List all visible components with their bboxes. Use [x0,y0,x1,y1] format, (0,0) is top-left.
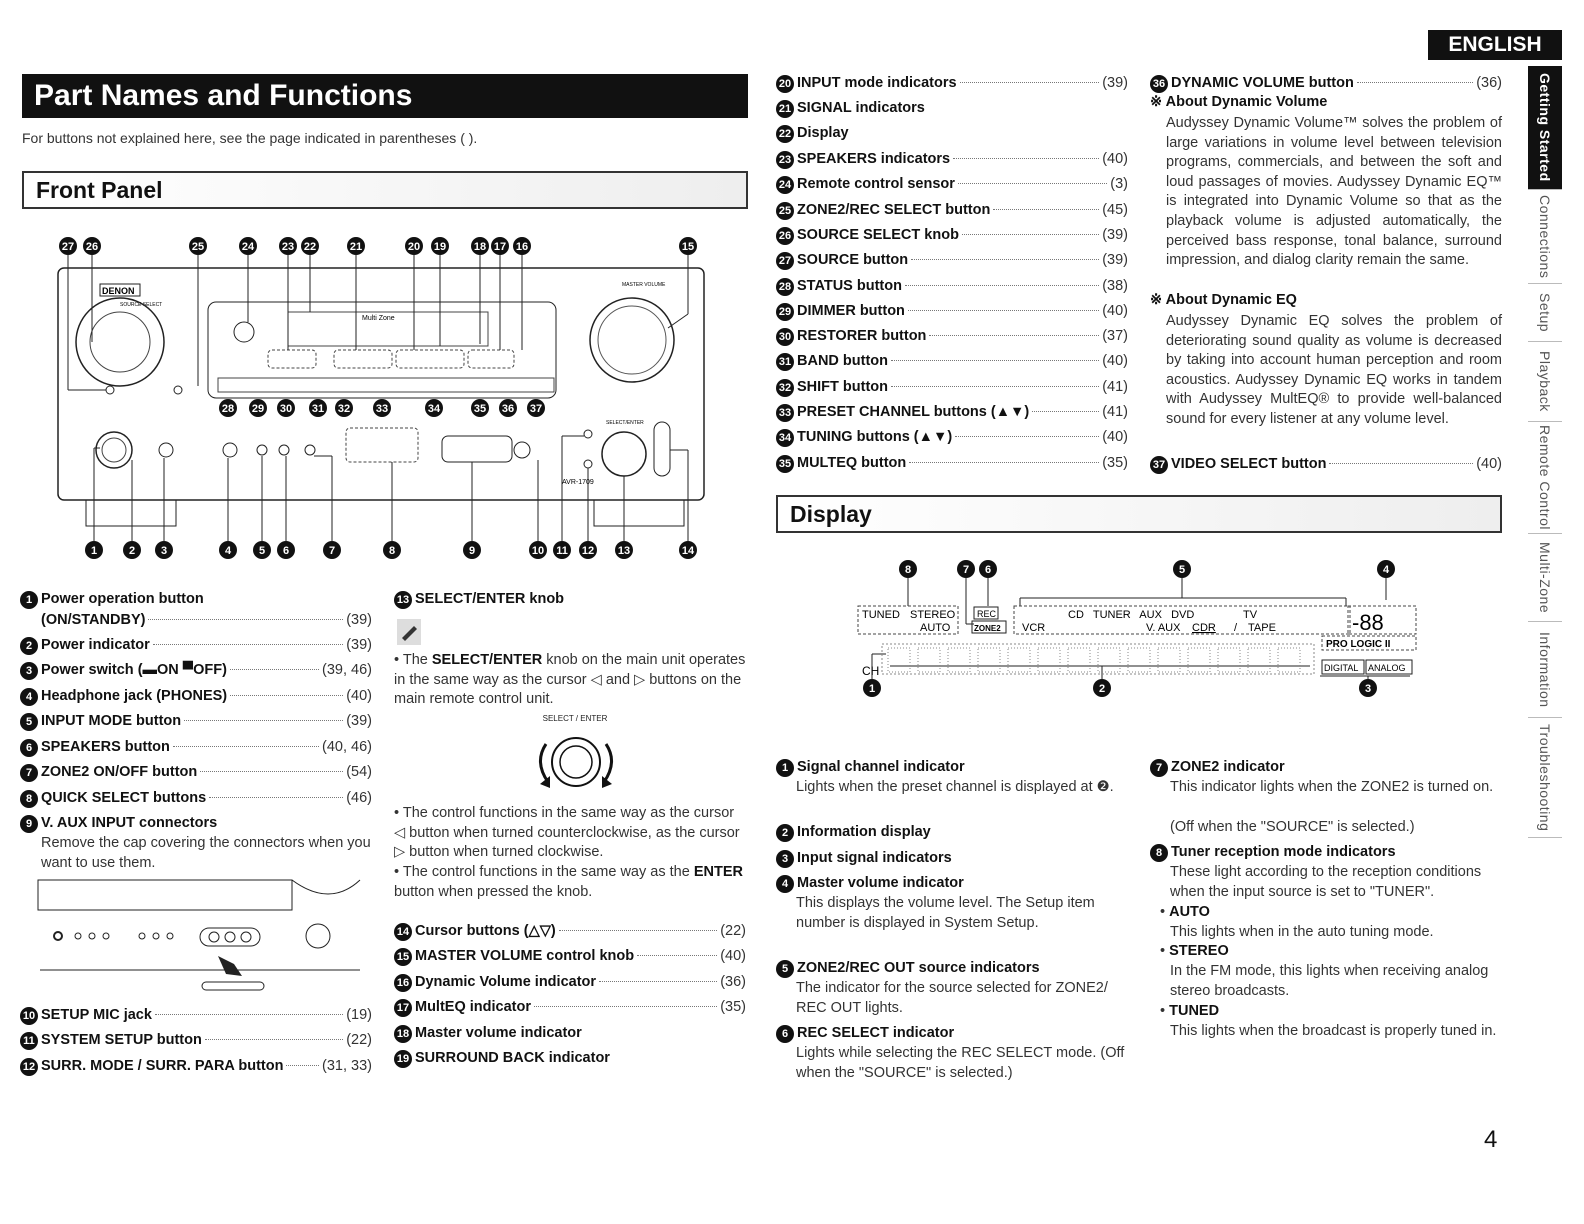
vaux-description: Remove the cap covering the connectors when you want to use them. [41,835,371,871]
svg-text:TAPE: TAPE [1248,622,1276,634]
item-31: 31 BAND button (40) [776,352,1128,371]
section-tab-playback[interactable]: Playback [1528,342,1562,422]
display-item-3: 3 Input signal indicators [776,849,1128,868]
svg-text:STEREO: STEREO [910,609,956,621]
display-character-cell [1038,648,1060,672]
svg-text:25: 25 [191,241,205,253]
svg-text:AUTO: AUTO [920,622,951,634]
svg-text:1: 1 [90,545,98,557]
display-character-cell [1068,648,1090,672]
front-panel-heading: Front Panel [22,171,748,209]
svg-text:16: 16 [515,241,529,253]
item-23: 23 SPEAKERS indicators (40) [776,150,1128,169]
item-10: 10 SETUP MIC jack (19) [20,1006,372,1025]
svg-text:8: 8 [388,545,396,557]
svg-text:19: 19 [433,241,447,253]
svg-text:34: 34 [427,403,441,415]
svg-text:CH: CH [862,664,880,678]
item-2: 2 Power indicator (39) [20,636,372,655]
item-15: 15 MASTER VOLUME control knob (40) [394,947,746,966]
svg-text:SELECT/ENTER: SELECT/ENTER [606,420,644,426]
display-character-cell [1158,648,1180,672]
svg-text:14: 14 [681,545,695,557]
svg-text:AVR-1709: AVR-1709 [562,479,594,486]
svg-text:2: 2 [1098,683,1106,695]
svg-text:21: 21 [349,241,363,253]
display-item-1-desc: Lights when the preset channel is displayed at ❷. [796,779,1114,795]
svg-text:Multi Zone: Multi Zone [362,315,395,322]
vaux-illustration [30,878,366,994]
svg-text:7: 7 [962,564,970,576]
svg-text:PRO LOGIC II: PRO LOGIC II [1326,639,1391,650]
select-enter-bullet-3: • The control functions in the same way as the ENTER button when pressed the knob. [394,864,743,900]
about-dynamic-volume-title: ※ About Dynamic Volume [1150,94,1328,110]
item-1: 1 Power operation button [20,590,372,609]
section-tab-connections[interactable]: Connections [1528,190,1562,284]
svg-text:V. AUX: V. AUX [1146,622,1181,634]
svg-text:REC: REC [977,609,997,619]
svg-text:35: 35 [473,403,487,415]
svg-text:8: 8 [904,564,912,576]
item-32: 32 SHIFT button (41) [776,378,1128,397]
display-character-cell [1098,648,1120,672]
knob-caption: SELECT / ENTER [542,714,608,723]
item-13: 13 SELECT/ENTER knob [394,590,746,609]
about-dynamic-eq-title: ※ About Dynamic EQ [1150,292,1297,308]
item-20: 20 INPUT mode indicators (39) [776,74,1128,93]
svg-text:36: 36 [501,403,515,415]
item-16: 16 Dynamic Volume indicator (36) [394,973,746,992]
item-21: 21 SIGNAL indicators [776,99,1128,118]
section-tab-setup[interactable]: Setup [1528,284,1562,342]
about-dynamic-volume-text: Audyssey Dynamic Volume™ solves the problem of large variations in volume level between television programs, commercials, and between the soft and loud passages of movies. Audyssey Dynamic EQ™ is integrated into Dynamic Volume so that as the playback volume is adjusted automatically, the perceived bass response, tonal balance, surround impression, and dialog clarity remain the same. [1166,115,1502,269]
language-tab: ENGLISH [1428,30,1562,60]
svg-text:9: 9 [468,545,476,557]
item-14: 14 Cursor buttons (△▽) (22) [394,922,746,941]
mode-auto-desc: This lights when in the auto tuning mode. [1170,924,1434,940]
display-item-4: 4 Master volume indicator [776,874,1128,893]
display-character-cell [1218,648,1240,672]
item-27: 27 SOURCE button (39) [776,251,1128,270]
page-title: Part Names and Functions [22,74,748,118]
svg-text:37: 37 [529,403,543,415]
svg-text:2: 2 [128,545,136,557]
svg-text:31: 31 [311,403,325,415]
item-5: 5 INPUT MODE button (39) [20,712,372,731]
display-item-4-desc: This displays the volume level. The Setup item number is displayed in System Setup. [796,895,1095,931]
display-item-6: 6 REC SELECT indicator [776,1024,1128,1043]
select-enter-bullet-2: • The control functions in the same way as the cursor ◁ button when turned counterclockwise, as the cursor ▷ button when turned clockwise. [394,805,740,861]
item-33: 33 PRESET CHANNEL buttons (▲▼) (41) [776,403,1128,422]
intro-text: For buttons not explained here, see the page indicated in parentheses ( ). [22,130,478,146]
svg-text:DIGITAL: DIGITAL [1324,663,1359,673]
display-item-5: 5 ZONE2/REC OUT source indicators [776,959,1128,978]
svg-text:30: 30 [279,403,293,415]
svg-text:1: 1 [868,683,876,695]
mode-tuned-desc: This lights when the broadcast is properly tuned in. [1170,1023,1497,1039]
display-character-cell [978,648,1000,672]
mode-tuned-title: • TUNED [1160,1003,1220,1019]
svg-text:4: 4 [224,545,232,557]
item-37: 37 VIDEO SELECT button (40) [1150,455,1502,474]
item-1-line2: (ON/STANDBY) (39) [41,612,372,628]
svg-text:/: / [1234,622,1238,634]
svg-text:7: 7 [328,545,336,557]
svg-text:3: 3 [160,545,168,557]
item-36: 36 DYNAMIC VOLUME button (36) [1150,74,1502,93]
svg-text:23: 23 [281,241,295,253]
svg-text:6: 6 [282,545,290,557]
display-character-cell [918,648,940,672]
note-icon [396,618,422,646]
svg-text:24: 24 [241,241,255,253]
item-28: 28 STATUS button (38) [776,277,1128,296]
svg-text:-88: -88 [1352,610,1384,635]
svg-text:5: 5 [1178,564,1186,576]
svg-text:20: 20 [407,241,421,253]
svg-text:10: 10 [531,545,545,557]
section-tab-getting-started[interactable]: Getting Started [1528,66,1562,190]
svg-text:27: 27 [61,241,75,253]
svg-text:4: 4 [1382,564,1390,576]
mode-stereo-title: • STEREO [1160,943,1229,959]
display-character-cell [1128,648,1150,672]
svg-text:TUNED: TUNED [862,609,900,621]
item-26: 26 SOURCE SELECT knob (39) [776,226,1128,245]
select-enter-bullet-1: • The SELECT/ENTER knob on the main unit operates in the same way as the cursor ◁ and ▷ buttons on the main remote control unit. [394,652,746,708]
svg-text:VCR: VCR [1022,622,1046,634]
svg-text:3: 3 [1364,683,1372,695]
page-number: 4 [1484,1126,1498,1153]
display-character-cell [1248,648,1270,672]
mode-auto-title: • AUTO [1160,904,1210,920]
item-25: 25 ZONE2/REC SELECT button (45) [776,201,1128,220]
display-item-1: 1 Signal channel indicator [776,758,1128,777]
svg-text:29: 29 [251,403,265,415]
item-19: 19 SURROUND BACK indicator [394,1049,746,1068]
svg-text:15: 15 [681,241,695,253]
svg-text:SOURCE SELECT: SOURCE SELECT [120,302,163,308]
display-character-cell [1278,648,1300,672]
display-character-cell [1188,648,1210,672]
section-tab-information[interactable]: Information [1528,622,1562,718]
display-character-cell [888,648,910,672]
section-tab-remote-control[interactable]: Remote Control [1528,422,1562,534]
display-item-7-desc: This indicator lights when the ZONE2 is turned on. [1170,779,1494,795]
item-8: 8 QUICK SELECT buttons (46) [20,789,372,808]
item-22: 22 Display [776,124,1128,143]
item-9: 9 V. AUX INPUT connectors [20,814,372,833]
item-6: 6 SPEAKERS button (40, 46) [20,738,372,757]
display-item-6-desc: Lights while selecting the REC SELECT mode. (Off when the "SOURCE" is selected.) [796,1045,1125,1081]
svg-text:6: 6 [984,564,992,576]
display-item-5-desc: The indicator for the source selected for ZONE2/ REC OUT lights. [796,980,1108,1016]
item-35: 35 MULTEQ button (35) [776,454,1128,473]
item-17: 17 MultEQ indicator (35) [394,998,746,1017]
display-panel-diagram [850,558,1430,706]
display-item-8: 8 Tuner reception mode indicators [1150,843,1502,862]
svg-text:11: 11 [556,545,568,557]
select-enter-knob-illustration [524,726,628,796]
svg-text:CDR: CDR [1192,622,1216,634]
svg-text:26: 26 [85,241,99,253]
item-3: 3 Power switch (▬ON ▀OFF) (39, 46) [20,661,372,680]
display-character-cell [1008,648,1030,672]
svg-text:13: 13 [617,545,631,557]
item-7: 7 ZONE2 ON/OFF button (54) [20,763,372,782]
display-item-2: 2 Information display [776,823,1128,842]
svg-text:33: 33 [375,403,389,415]
svg-text:12: 12 [581,545,595,557]
front-panel-diagram [22,228,728,568]
about-dynamic-eq-text: Audyssey Dynamic EQ solves the problem of deteriorating sound quality as volume is decreased by taking into account human perception and room acoustics. Audyssey Dynamic EQ works in tandem with Audyssey MultEQ® to provide well-balanced sound for every listener at any volume level. [1166,313,1502,427]
item-11: 11 SYSTEM SETUP button (22) [20,1031,372,1050]
mode-stereo-desc: In the FM mode, this lights when receiving analog stereo broadcasts. [1170,963,1489,999]
svg-text:28: 28 [221,403,235,415]
svg-text:CD TUNER AUX DVD: CD TUNER AUX DVD TV [1068,609,1258,621]
item-29: 29 DIMMER button (40) [776,302,1128,321]
item-30: 30 RESTORER button (37) [776,327,1128,346]
item-34: 34 TUNING buttons (▲▼) (40) [776,428,1128,447]
svg-text:MASTER VOLUME: MASTER VOLUME [622,282,666,288]
svg-text:ANALOG: ANALOG [1368,663,1406,673]
brand-logo: DENON [102,286,135,296]
svg-text:18: 18 [473,241,487,253]
svg-text:32: 32 [337,403,351,415]
svg-text:ZONE2: ZONE2 [974,624,1001,633]
item-24: 24 Remote control sensor (3) [776,175,1128,194]
item-12: 12 SURR. MODE / SURR. PARA button (31, 33) [20,1057,372,1076]
display-item-8-desc: These light according to the reception conditions when the input source is set to "TUNER". [1170,864,1482,900]
display-heading: Display [776,495,1502,533]
svg-text:22: 22 [303,241,317,253]
display-character-cell [948,648,970,672]
front-panel-top-callouts [59,237,697,255]
section-tab-troubleshooting[interactable]: Troubleshooting [1528,718,1562,838]
display-item-7: 7 ZONE2 indicator [1150,758,1502,777]
svg-text:5: 5 [258,545,266,557]
section-tabs [1528,66,1562,866]
display-item-7-desc2: (Off when the "SOURCE" is selected.) [1170,819,1415,835]
item-18: 18 Master volume indicator [394,1024,746,1043]
section-tab-multi-zone[interactable]: Multi-Zone [1528,534,1562,622]
item-4: 4 Headphone jack (PHONES) (40) [20,687,372,706]
svg-text:17: 17 [493,241,507,253]
